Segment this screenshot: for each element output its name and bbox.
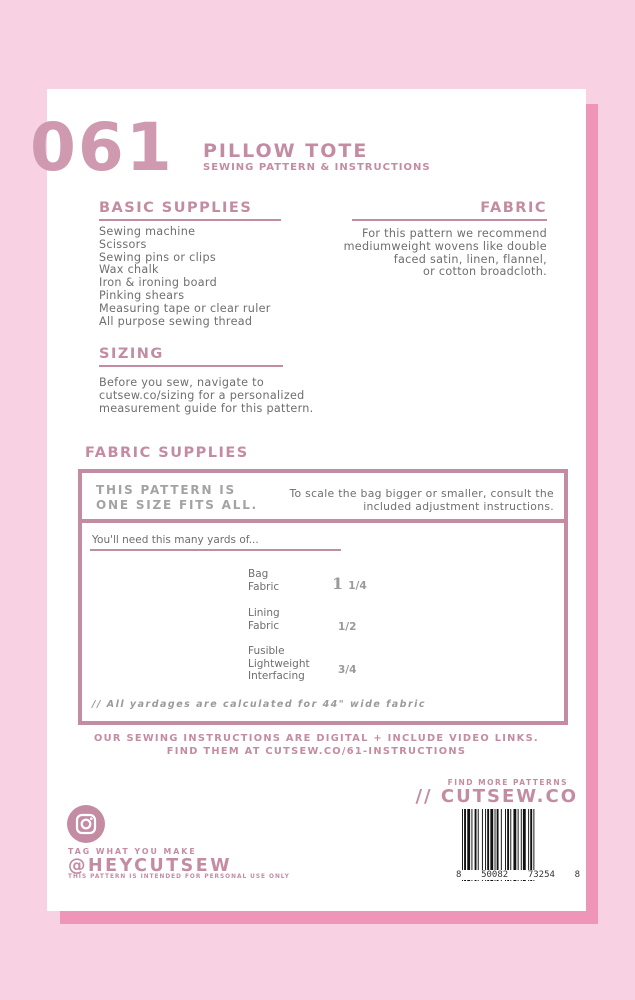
tag-label: TAG WHAT YOU MAKE [68, 847, 197, 856]
fabric-line: faced satin, linen, flannel, [393, 252, 547, 266]
pattern-back-cover [30, 89, 586, 911]
sizing-heading: SIZING [99, 346, 164, 362]
site-link[interactable]: // CUTSEW.CO [415, 786, 578, 807]
barcode-digit: 50082 [481, 870, 509, 880]
list-item: Pinking shears [99, 288, 185, 302]
list-item: Sewing pins or clips [99, 250, 216, 264]
item-line: Fusible [248, 645, 285, 657]
instagram-handle[interactable]: @HEYCUTSEW [68, 856, 233, 876]
digital-line: FIND THEM AT CUTSEW.CO/61-INSTRUCTIONS [166, 746, 467, 757]
barcode-digit: 8 [574, 870, 580, 880]
yards-rule [90, 549, 341, 551]
item-line: Lightweight [248, 657, 310, 670]
basic-supplies-rule [99, 219, 281, 221]
amount-whole: 1 [332, 574, 344, 593]
fabric-line: mediumweight wovens like double [343, 239, 547, 253]
one-size-line: ONE SIZE FITS ALL. [96, 498, 259, 512]
one-size-label [96, 483, 258, 513]
sizing-rule [99, 365, 283, 367]
bag-fabric-amount [332, 574, 367, 593]
pattern-number: 061 [30, 109, 174, 186]
basic-supplies-heading: BASIC SUPPLIES [99, 200, 253, 216]
sizing-line: measurement guide for this pattern. [99, 401, 314, 415]
fabric-rule [352, 219, 547, 221]
scale-line: To scale the bag bigger or smaller, consult the [289, 487, 554, 500]
pattern-subtitle: SEWING PATTERN & INSTRUCTIONS [203, 162, 431, 173]
basic-supplies-list [99, 226, 271, 328]
scale-note [264, 487, 554, 513]
fabric-description [327, 228, 547, 279]
list-item: All purpose sewing thread [99, 314, 253, 328]
lining-fabric-label [248, 607, 280, 632]
instagram-icon[interactable] [67, 805, 105, 843]
box-divider [82, 519, 564, 523]
interfacing-label [248, 645, 310, 683]
list-item: Scissors [99, 237, 147, 251]
digital-instructions-note [47, 732, 586, 758]
fabric-supplies-heading: FABRIC SUPPLIES [85, 445, 249, 461]
list-item: Wax chalk [99, 263, 159, 277]
scale-line: included adjustment instructions. [363, 500, 554, 513]
barcode-digit: 73254 [527, 870, 555, 880]
bag-fabric-label [248, 568, 279, 593]
item-line: Fabric [248, 580, 280, 593]
list-item: Measuring tape or clear ruler [99, 301, 271, 315]
barcode-digit: 8 [456, 870, 462, 880]
fabric-line: or cotton broadcloth. [423, 265, 547, 279]
amount-fraction: 1/4 [348, 580, 367, 592]
fabric-heading: FABRIC [480, 200, 547, 216]
fabric-supplies-box [78, 469, 568, 725]
item-line: Fabric [248, 619, 280, 632]
one-size-line: THIS PATTERN IS [96, 483, 236, 497]
item-line: Bag [248, 568, 269, 580]
item-line: Interfacing [248, 670, 305, 683]
sizing-line: Before you sew, navigate to [99, 376, 265, 389]
digital-line: OUR SEWING INSTRUCTIONS ARE DIGITAL + INCLUDE VIDEO LINKS. [94, 733, 539, 744]
yards-label: You'll need this many yards of... [92, 534, 259, 546]
pattern-title: PILLOW TOTE [203, 140, 369, 162]
personal-use-note: THIS PATTERN IS INTENDED FOR PERSONAL USE ONLY [68, 874, 290, 880]
find-more-label: FIND MORE PATTERNS [447, 778, 568, 787]
interfacing-amount [338, 658, 356, 677]
amount-fraction: 3/4 [338, 664, 357, 676]
lining-fabric-amount [338, 615, 356, 634]
list-item: Sewing machine [99, 225, 196, 238]
barcode-number [456, 870, 580, 880]
amount-fraction: 1/2 [338, 621, 357, 633]
sizing-description [99, 377, 329, 415]
list-item: Iron & ironing board [99, 276, 217, 290]
item-line: Lining [248, 607, 280, 619]
yardage-note: // All yardages are calculated for 44" wide fabric [92, 699, 427, 710]
fabric-line: For this pattern we recommend [361, 227, 547, 240]
sizing-line: cutsew.co/sizing for a personalized [99, 388, 305, 402]
